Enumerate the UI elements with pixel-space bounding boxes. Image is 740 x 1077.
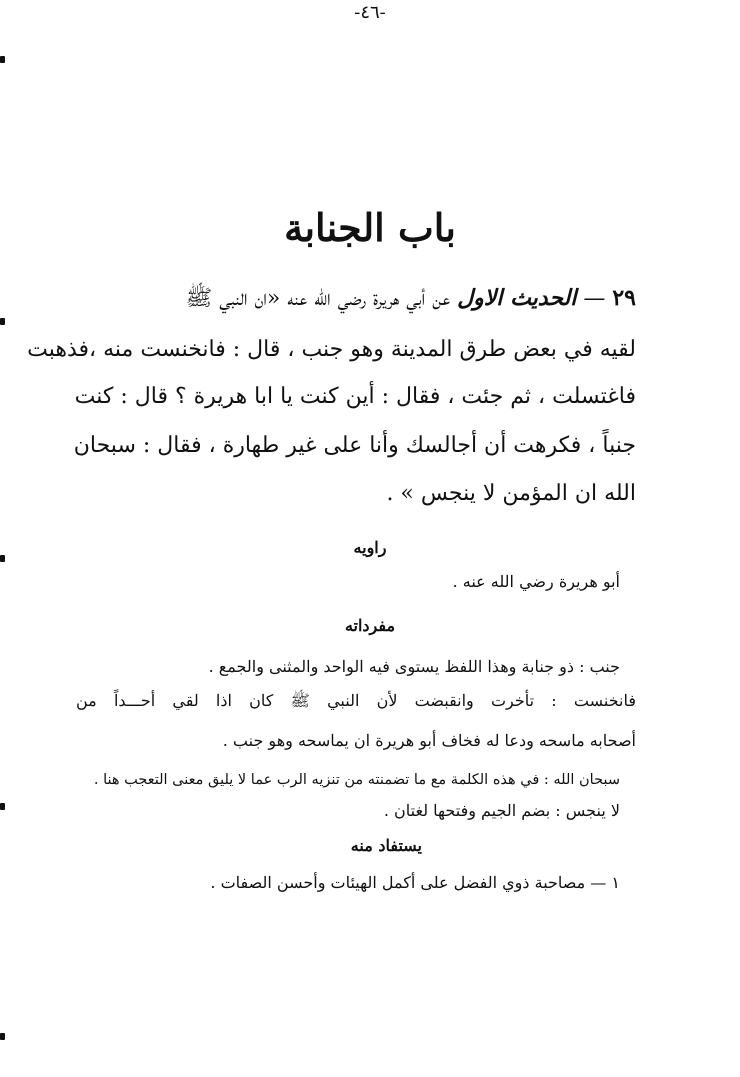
vocabulary-line-4: سبحان الله : في هذه الكلمة مع ما تضمنته من تنزيه الرب عما لا يليق معنى التعجب هنا .	[93, 772, 620, 788]
hadith-line-2: لقيه في بعض طرق المدينة وهو جنب ، قال : فانخنست منه ،فذهبت	[27, 337, 636, 362]
hadith-line-1	[76, 282, 636, 315]
hadith-number: ٢٩	[612, 285, 636, 311]
lessons-line-1: ١ — مصاحبة ذوي الفضل على أكمل الهيئات وأحسن الصفات .	[210, 873, 620, 892]
vocabulary-heading: مفرداته	[344, 616, 396, 635]
hadith-line-4: جنباً ، فكرهت أن أجالسك وأنا على غير طهارة ، فقال : سبحان	[73, 433, 636, 458]
page-edge-mark	[0, 56, 5, 63]
lessons-heading: يستفاد منه	[350, 836, 422, 855]
narrator-text: أبو هريرة رضي الله عنه .	[452, 572, 620, 591]
vocabulary-line-2: فانخنست : تأخرت وانقبضت لأن النبي ﷺ كان اذا لقي أحـــداً من	[76, 691, 636, 710]
hadith-line-1-text: عن أبي هريرة رضي الله عنه «ان النبي ﷺ	[185, 286, 458, 311]
hadith-line-5: الله ان المؤمن لا ينجس » .	[386, 481, 636, 506]
page-edge-mark	[0, 318, 5, 325]
vocabulary-line-3: أصحابه ماسحه ودعا له فخاف أبو هريرة ان يماسحه وهو جنب .	[222, 731, 636, 750]
hadith-dash: —	[576, 286, 613, 311]
narrator-heading: راويه	[353, 538, 387, 557]
hadith-label: الحديث الاول	[457, 285, 577, 311]
chapter-title: باب الجنابة	[284, 205, 456, 250]
page-edge-mark	[0, 1033, 5, 1040]
hadith-line-3: فاغتسلت ، ثم جئت ، فقال : أين كنت يا ابا هريرة ؟ قال : كنت	[74, 384, 636, 409]
page-edge-mark	[0, 803, 5, 810]
page-number: -٤٦-	[354, 2, 386, 23]
vocabulary-line-5: لا ينجس : بضم الجيم وفتحها لغتان .	[383, 801, 620, 820]
vocabulary-line-1: جنب : ذو جنابة وهذا اللفظ يستوى فيه الواحد والمثنى والجمع .	[208, 657, 620, 676]
